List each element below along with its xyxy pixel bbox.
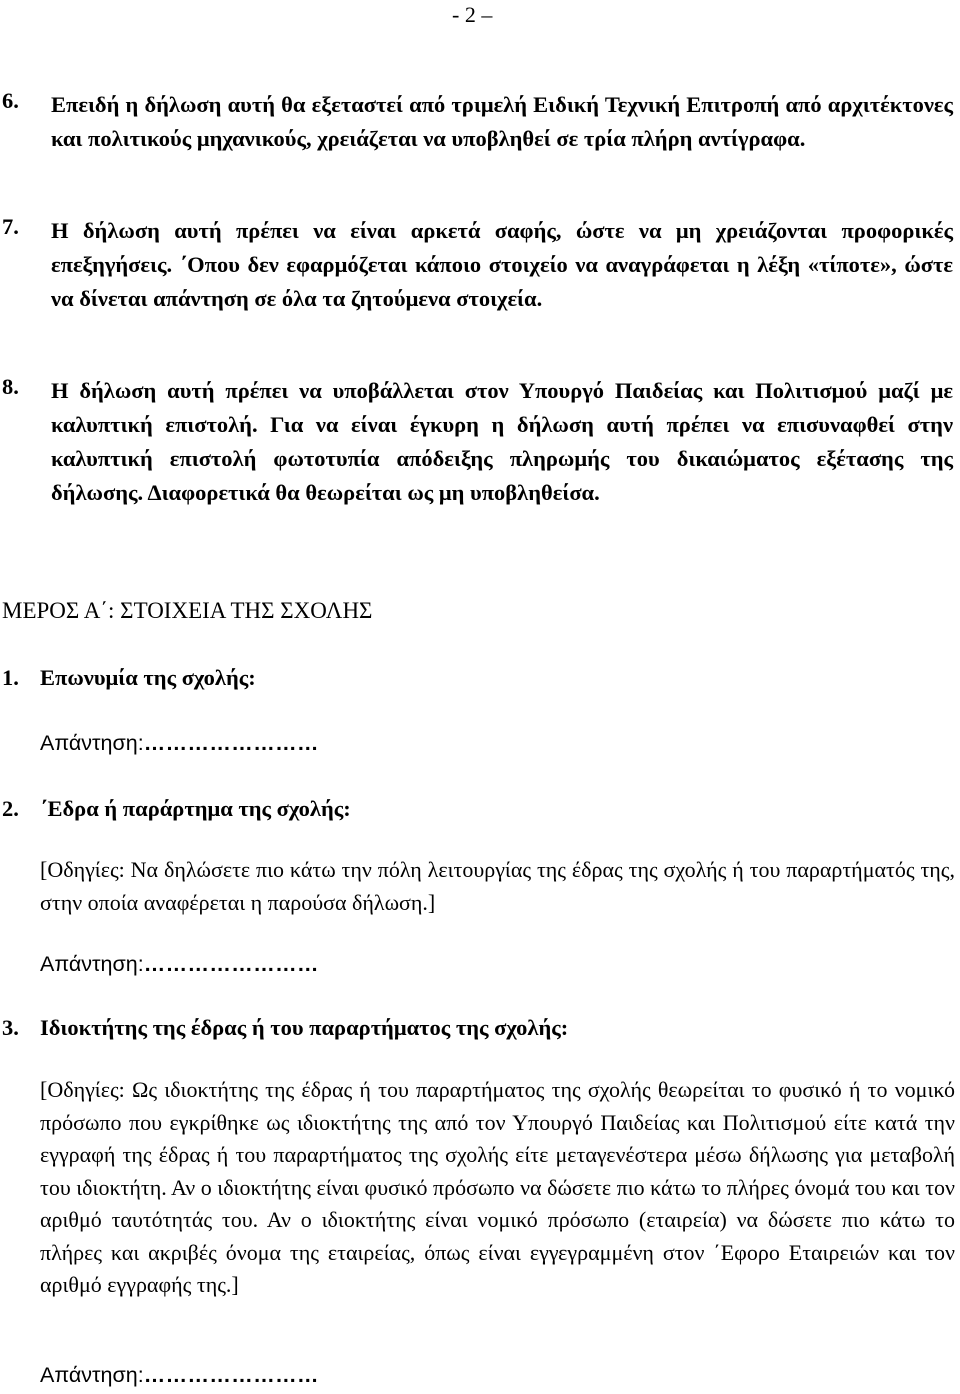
question-title: Ιδιοκτήτης της έδρας ή του παραρτήματος της σχολής: [40,1015,569,1040]
answer-dots: …………………… [143,731,319,755]
instruction-item-6 [0,88,960,156]
item-number: 7. [2,214,19,239]
answer-field-1[interactable] [40,731,319,756]
question-title: ΄Εδρα ή παράρτημα της σχολής: [40,796,351,821]
page-number: - 2 – [452,2,493,27]
answer-field-2[interactable] [40,952,319,977]
question-1 [2,665,256,691]
answer-label: Απάντηση: [40,952,144,976]
question-3 [2,1015,568,1041]
item-text: Η δήλωση αυτή πρέπει να είναι αρκετά σαφής, ώστε να μη χρειάζονται προφορικές επεξηγήσεις. ΄Οπου δεν εφαρμόζεται κάποιο στοιχείο να αναγράφεται η λέξη «τίποτε», ώστε να δίνεται απάντηση σε όλα τα ζητούμενα στοιχεία. [51,218,953,311]
question-number: 3. [2,1015,19,1040]
question-2-instructions: [Οδηγίες: Να δηλώσετε πιο κάτω την πόλη λειτουργίας της έδρας της σχολής ή του παραρτήματός της, στην οποία αναφέρεται η παρούσα δήλωση.] [40,857,955,915]
answer-field-3[interactable] [40,1363,319,1388]
answer-label: Απάντηση: [40,731,144,755]
item-text: Η δήλωση αυτή πρέπει να υποβάλλεται στον Υπουργό Παιδείας και Πολιτισμού μαζί με καλυπτική επιστολή. Για να είναι έγκυρη η δήλωση αυτή πρέπει να επισυναφθεί στην καλυπτική επιστολή φωτοτυπία απόδειξης πληρωμής του δικαιώματος εξέτασης της δήλωσης. Διαφορετικά θα θεωρείται ως μη υποβληθείσα. [51,378,953,505]
instruction-item-7 [0,214,960,316]
section-title: ΜΕΡΟΣ Α΄: ΣΤΟΙΧΕΙΑ ΤΗΣ ΣΧΟΛΗΣ [2,598,373,623]
instruction-item-8 [0,374,960,510]
question-title: Επωνυμία της σχολής: [40,665,256,690]
answer-label: Απάντηση: [40,1363,144,1387]
question-number: 2. [2,796,19,821]
item-number: 8. [2,374,19,399]
item-number: 6. [2,88,19,113]
question-2 [2,796,351,822]
question-3-instructions: [Οδηγίες: Ως ιδιοκτήτης της έδρας ή του παραρτήματος της σχολής θεωρείται το φυσικό ή το νομικό πρόσωπο που εγκρίθηκε ως ιδιοκτήτης της από τον Υπουργό Παιδείας και Πολιτισμού είτε κατά την εγγραφή της έδρας ή του παραρτήματος της σχολής είτε μεταγενέστερα μέσω δήλωσης για μεταβολή του ιδιοκτήτη. Αν ο ιδιοκτήτης είναι φυσικό πρόσωπο να δώσετε πιο κάτω το πλήρες όνομά του και τον αριθμό ταυτότητάς του. Αν ο ιδιοκτήτης είναι νομικό πρόσωπο (εταιρεία) να δώσετε πιο κάτω το πλήρες και ακριβές όνομα της εταιρείας, όπως είναι εγγεγραμμένη στον ΄Εφορο Εταιρειών και τον αριθμό εγγραφής της.] [40,1077,955,1297]
question-number: 1. [2,665,19,690]
answer-dots: …………………… [143,952,319,976]
answer-dots: …………………… [143,1363,319,1387]
item-text: Επειδή η δήλωση αυτή θα εξεταστεί από τριμελή Ειδική Τεχνική Επιτροπή από αρχιτέκτονες και πολιτικούς μηχανικούς, χρειάζεται να υποβληθεί σε τρία πλήρη αντίγραφα. [51,92,953,151]
